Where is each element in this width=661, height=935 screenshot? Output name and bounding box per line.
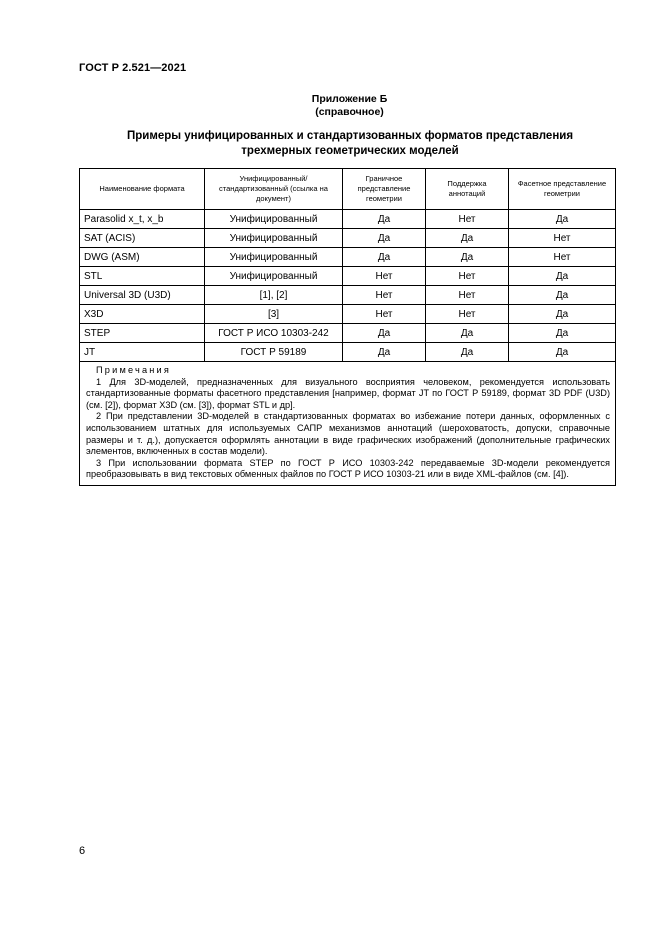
cell-standardization: Унифицированный	[205, 267, 343, 286]
cell-boundary: Да	[343, 248, 426, 267]
cell-annotations: Нет	[426, 210, 509, 229]
cell-annotations: Да	[426, 229, 509, 248]
table-row	[80, 248, 616, 267]
appendix-title	[0, 93, 661, 119]
cell-annotations: Нет	[426, 305, 509, 324]
table-row	[80, 210, 616, 229]
cell-facet: Нет	[509, 248, 616, 267]
note-item: 1 Для 3D-моделей, предназначенных для визуального восприятия человеком, рекомендуется использовать стандартизованные форматы фасетного представления [например, формат JT по ГОСТ Р 59189, формат 3D PDF (U3D) (см. [2]), формат X3D (см. [3]), формат STL и др].	[86, 376, 610, 410]
cell-annotations: Да	[426, 324, 509, 343]
header-standardization: Унифицированный/ стандартизованный (ссылка на документ)	[205, 169, 343, 210]
cell-standardization: ГОСТ Р 59189	[205, 343, 343, 362]
header-facet-representation: Фасетное представление геометрии	[509, 169, 616, 210]
cell-facet: Да	[509, 286, 616, 305]
header-boundary-representation: Граничное представление геометрии	[343, 169, 426, 210]
note-item: 3 При использовании формата STEP по ГОСТ Р ИСО 10303-242 передаваемые 3D-модели рекомендуется преобразовывать в вид текстовых обменных файлов по ГОСТ Р ИСО 10303-21 или в виде XML-файлов (см. [4]).	[86, 457, 610, 480]
table-row	[80, 324, 616, 343]
formats-table	[79, 168, 616, 486]
cell-format-name: SAT (ACIS)	[80, 229, 205, 248]
cell-standardization: ГОСТ Р ИСО 10303-242	[205, 324, 343, 343]
cell-facet: Да	[509, 305, 616, 324]
cell-boundary: Да	[343, 324, 426, 343]
cell-facet: Да	[509, 267, 616, 286]
appendix-label: Приложение Б	[311, 93, 388, 105]
notes-row	[80, 362, 616, 486]
cell-standardization: [3]	[205, 305, 343, 324]
cell-boundary: Да	[343, 343, 426, 362]
table-row	[80, 229, 616, 248]
appendix-type: (справочное)	[315, 106, 384, 118]
header-format-name: Наименование формата	[80, 169, 205, 210]
cell-standardization: Унифицированный	[205, 229, 343, 248]
cell-annotations: Да	[426, 248, 509, 267]
cell-boundary: Да	[343, 229, 426, 248]
section-title	[100, 129, 600, 159]
cell-boundary: Нет	[343, 267, 426, 286]
standard-code: ГОСТ Р 2.521—2021	[79, 62, 187, 74]
cell-facet: Да	[509, 343, 616, 362]
note-item: 2 При представлении 3D-моделей в стандартизованных форматах во избежание потери данных, оформленных с использованием штатных для используемых САПР механизмов аннотаций (шероховатость, допуски, справочные размеры и т. д.), допускается оформлять аннотации в виде графических изображений (дополнительные графических элементов, включенных в состав модели).	[86, 411, 610, 457]
section-title-line-1: Примеры унифицированных и стандартизованных форматов представления	[126, 130, 574, 142]
cell-standardization: Унифицированный	[205, 248, 343, 267]
cell-annotations: Да	[426, 343, 509, 362]
cell-format-name: Parasolid x_t, x_b	[80, 210, 205, 229]
table-row	[80, 343, 616, 362]
cell-format-name: X3D	[80, 305, 205, 324]
cell-format-name: STEP	[80, 324, 205, 343]
header-annotation-support: Поддержка аннотаций	[426, 169, 509, 210]
cell-boundary: Нет	[343, 286, 426, 305]
cell-boundary: Да	[343, 210, 426, 229]
table-header-row	[80, 169, 616, 210]
section-title-line-2: трехмерных геометрических моделей	[241, 145, 459, 157]
cell-annotations: Нет	[426, 286, 509, 305]
cell-annotations: Нет	[426, 267, 509, 286]
cell-format-name: DWG (ASM)	[80, 248, 205, 267]
table-row	[80, 286, 616, 305]
cell-facet: Да	[509, 210, 616, 229]
cell-facet: Нет	[509, 229, 616, 248]
cell-format-name: JT	[80, 343, 205, 362]
page-number: 6	[79, 845, 86, 857]
notes-cell	[80, 362, 616, 486]
cell-format-name: Universal 3D (U3D)	[80, 286, 205, 305]
cell-format-name: STL	[80, 267, 205, 286]
notes-heading: Примечания	[96, 365, 172, 375]
cell-boundary: Нет	[343, 305, 426, 324]
table-row	[80, 267, 616, 286]
cell-facet: Да	[509, 324, 616, 343]
table-row	[80, 305, 616, 324]
cell-standardization: [1], [2]	[205, 286, 343, 305]
cell-standardization: Унифицированный	[205, 210, 343, 229]
